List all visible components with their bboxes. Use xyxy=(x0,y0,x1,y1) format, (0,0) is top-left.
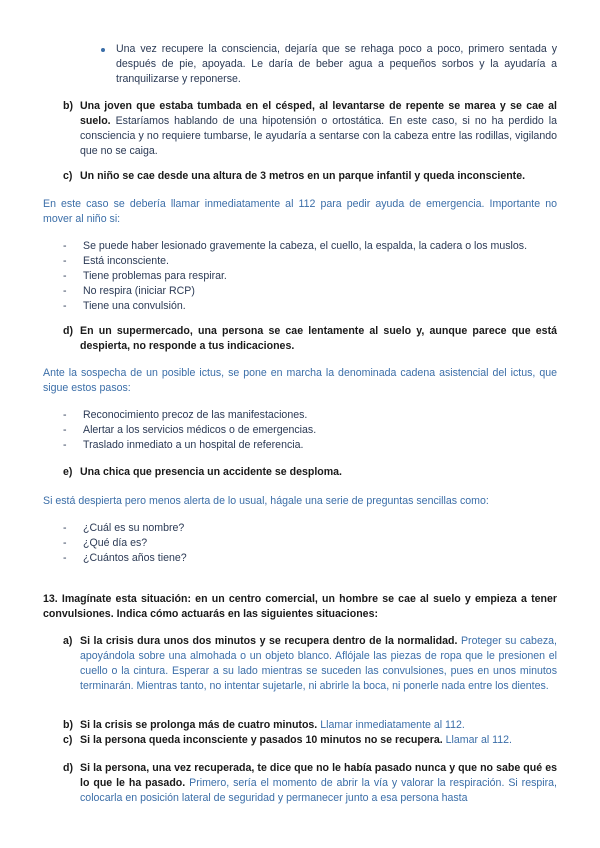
case-c-title: Un niño se cae desde una altura de 3 metros en un parque infantil y queda inconsciente. xyxy=(80,170,526,182)
case-e xyxy=(63,465,557,480)
q13-a xyxy=(63,634,557,694)
q13-c xyxy=(63,733,557,748)
intro-bullet-text: Una vez recupere la consciencia, dejaría que se rehaga poco a poco, primero sentada y después de pie, apoyada. Le daría de beber agua a pequeños sorbos y la ayudaría a tranquilizarse y reponerse. xyxy=(116,43,557,85)
case-d xyxy=(63,324,557,354)
case-e-intro: Si está despierta pero menos alerta de lo usual, hágale una serie de preguntas sencillas como: xyxy=(43,495,489,507)
case-d-list xyxy=(63,408,557,453)
case-e-title: Una chica que presencia un accidente se desploma. xyxy=(80,466,342,478)
bullet-dot-icon xyxy=(101,48,105,52)
q13-b-answer: Llamar inmediatamente al 112. xyxy=(317,719,465,731)
case-c-label: c) xyxy=(63,170,73,182)
list-item: - ¿Qué día es? xyxy=(63,537,148,549)
q13-a-title: Si la crisis dura unos dos minutos y se recupera dentro de la normalidad. xyxy=(80,635,458,647)
list-item: - Tiene problemas para respirar. xyxy=(63,270,227,282)
list-item: - No respira (iniciar RCP) xyxy=(63,285,195,297)
case-b-label: b) xyxy=(63,100,73,112)
q13-b-label: b) xyxy=(63,719,73,731)
q13-d-label: d) xyxy=(63,762,73,774)
q13-d-answer: Primero, sería el momento de abrir la vía y valorar la respiración. Si respira, colocarla en posición lateral de seguridad y permanecer junto a esa persona hasta xyxy=(80,777,557,804)
q13-d-title: Si la persona, una vez recuperada, te dice que no le había pasado nunca y que no sabe qué es lo que le ha pasado. xyxy=(80,762,557,789)
list-item: - Alertar a los servicios médicos o de emergencias. xyxy=(63,424,317,436)
case-c-intro: En este caso se debería llamar inmediatamente al 112 para pedir ayuda de emergencia. Importante no mover al niño si: xyxy=(43,198,557,225)
list-item: - Reconocimiento precoz de las manifestaciones. xyxy=(63,409,308,421)
list-item: - ¿Cuál es su nombre? xyxy=(63,522,185,534)
q13-a-answer: Proteger su cabeza, apoyándola sobre una almohada o un objeto blanco. Aflójale las piezas de ropa que le presionen el cuello o la cintura. Esperar a su lado mientras se suceden las convulsiones, pues en unos minutos terminarán. Mientras tanto, no intentar sujetarle, ni abrirle la boca, ni ponerle nada entre los dientes. xyxy=(80,635,557,692)
q13-b xyxy=(63,718,557,733)
question-13: 13. Imagínate esta situación: en un centro comercial, un hombre se cae al suelo y empieza a tener convulsiones. Indica cómo actuarás en las siguientes situaciones: xyxy=(43,593,557,620)
list-item: - Traslado inmediato a un hospital de referencia. xyxy=(63,439,304,451)
case-d-intro: Ante la sospecha de un posible ictus, se pone en marcha la denominada cadena asistencial del ictus, que sigue estos pasos: xyxy=(43,367,557,394)
case-b-title: Una joven que estaba tumbada en el césped, al levantarse de repente se marea y se cae al suelo. xyxy=(80,100,557,127)
case-b xyxy=(63,99,557,159)
case-b-answer: Estaríamos hablando de una hipotensión o ortostática. En este caso, si no ha perdido la consciencia y no requiere tumbarse, le ayudaría a sentarse con la cabeza entre las rodillas, vigilando que no se caiga. xyxy=(80,115,557,157)
case-c xyxy=(63,169,557,184)
q13-a-label: a) xyxy=(63,635,73,647)
q13-b-title: Si la crisis se prolonga más de cuatro minutos. xyxy=(80,719,318,731)
q13-c-title: Si la persona queda inconsciente y pasados 10 minutos no se recupera. xyxy=(80,734,443,746)
q13-c-answer: Llamar al 112. xyxy=(442,734,512,746)
case-d-title: En un supermercado, una persona se cae lentamente al suelo y, aunque parece que está despierta, no responde a tus indicaciones. xyxy=(80,325,557,352)
q13-d xyxy=(63,761,557,806)
list-item: - Está inconsciente. xyxy=(63,255,169,267)
list-item: - Tiene una convulsión. xyxy=(63,300,186,312)
case-c-list xyxy=(63,239,557,314)
q13-c-label: c) xyxy=(63,734,73,746)
case-e-label: e) xyxy=(63,466,73,478)
list-item: - Se puede haber lesionado gravemente la cabeza, el cuello, la espalda, la cadera o los muslos. xyxy=(63,240,528,252)
intro-bullet xyxy=(101,42,557,87)
list-item: - ¿Cuántos años tiene? xyxy=(63,552,187,564)
case-e-list xyxy=(63,521,557,566)
case-d-label: d) xyxy=(63,325,73,337)
